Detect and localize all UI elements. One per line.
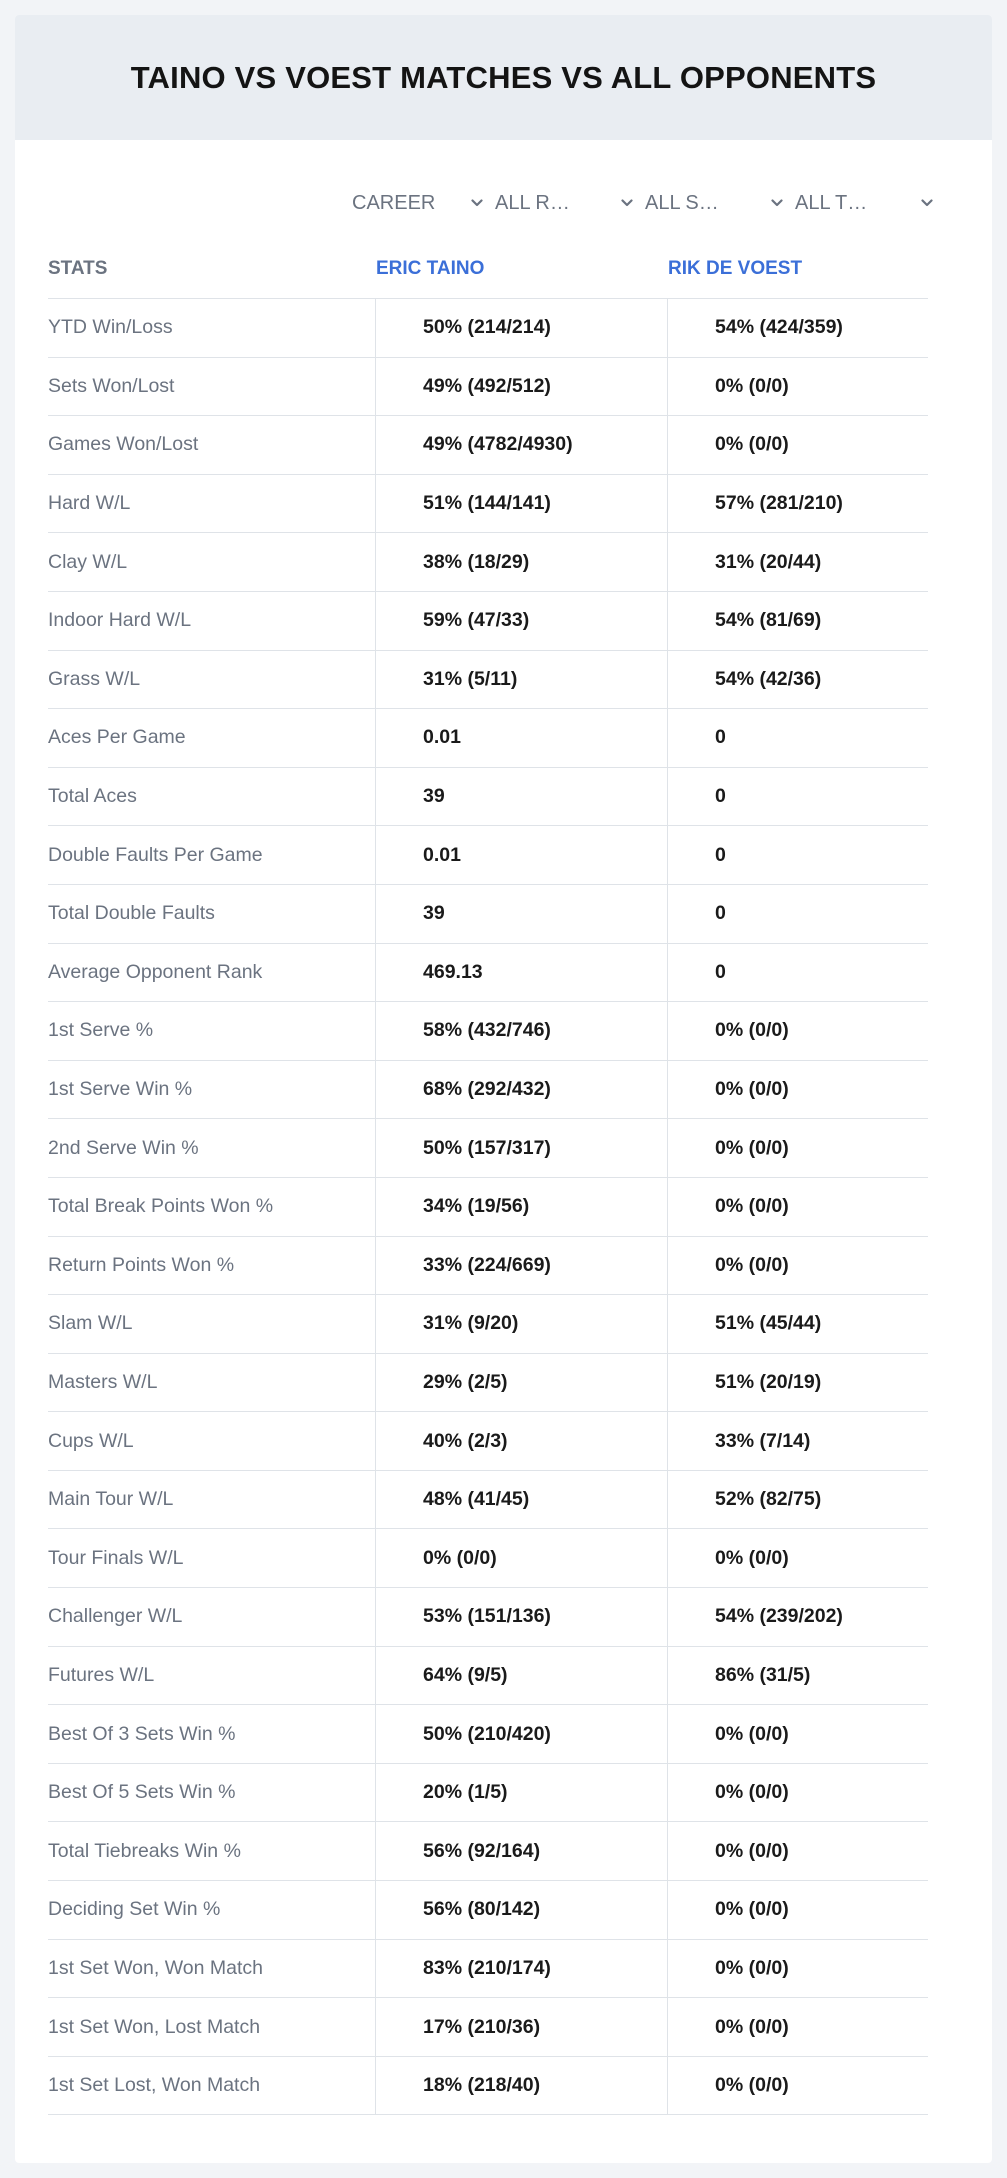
- player1-value-cell: 31% (9/20): [375, 1295, 667, 1353]
- table-row: [48, 1705, 928, 1764]
- stats-table-body: [48, 299, 928, 2115]
- table-row: [48, 1237, 928, 1296]
- player2-value-cell: 51% (20/19): [667, 1354, 928, 1412]
- filter-round-dropdown[interactable]: [495, 175, 645, 231]
- stat-name-cell: YTD Win/Loss: [48, 316, 173, 339]
- player1-value-cell: 68% (292/432): [375, 1061, 667, 1119]
- player2-value-cell: 0% (0/0): [667, 1529, 928, 1587]
- stat-name-cell: Sets Won/Lost: [48, 374, 175, 397]
- player2-value-cell: 0% (0/0): [667, 1764, 928, 1822]
- stat-name-cell: Average Opponent Rank: [48, 960, 263, 983]
- stat-name-cell: 1st Set Won, Won Match: [48, 1956, 263, 1979]
- table-row: [48, 709, 928, 768]
- player1-value-cell: 51% (144/141): [375, 475, 667, 533]
- player2-value-cell: 86% (31/5): [667, 1647, 928, 1705]
- player2-value-cell: 0% (0/0): [667, 1705, 928, 1763]
- player1-value-cell: 39: [375, 885, 667, 943]
- stat-name-cell: Masters W/L: [48, 1370, 158, 1393]
- table-row: [48, 1471, 928, 1530]
- page-title: TAINO VS VOEST MATCHES VS ALL OPPONENTS: [130, 59, 877, 95]
- table-row: [48, 592, 928, 651]
- player1-value-cell: 0.01: [375, 826, 667, 884]
- player2-value-cell: 54% (424/359): [667, 299, 928, 357]
- player1-value-cell: 50% (210/420): [375, 1705, 667, 1763]
- chevron-down-icon: [621, 197, 633, 209]
- stat-name-cell: Double Faults Per Game: [48, 843, 263, 866]
- stat-name-cell: 2nd Serve Win %: [48, 1136, 199, 1159]
- filter-label: ALL T…: [795, 191, 868, 214]
- player1-value-cell: 58% (432/746): [375, 1002, 667, 1060]
- table-row: [48, 299, 928, 358]
- player2-value-cell: 0% (0/0): [667, 1822, 928, 1880]
- player2-value-cell: 0: [667, 709, 928, 767]
- table-row: [48, 1178, 928, 1237]
- table-header: [48, 236, 928, 299]
- stat-name-cell: Total Tiebreaks Win %: [48, 1839, 241, 1862]
- player1-link[interactable]: ERIC TAINO: [376, 258, 485, 279]
- stat-name-cell: Challenger W/L: [48, 1605, 183, 1628]
- player1-value-cell: 56% (80/142): [375, 1881, 667, 1939]
- player1-value-cell: 20% (1/5): [375, 1764, 667, 1822]
- player1-value-cell: 39: [375, 768, 667, 826]
- table-row: [48, 2057, 928, 2116]
- player2-value-cell: 0% (0/0): [667, 1178, 928, 1236]
- player1-value-cell: 33% (224/669): [375, 1237, 667, 1295]
- player1-value-cell: 48% (41/45): [375, 1471, 667, 1529]
- player2-value-cell: 0% (0/0): [667, 1881, 928, 1939]
- player1-value-cell: 38% (18/29): [375, 533, 667, 591]
- stat-name-cell: 1st Serve %: [48, 1019, 154, 1042]
- filter-tournament-dropdown[interactable]: [795, 175, 945, 231]
- table-row: [48, 1354, 928, 1413]
- chevron-down-icon: [921, 197, 933, 209]
- player2-value-cell: 0% (0/0): [667, 1002, 928, 1060]
- player1-value-cell: 50% (214/214): [375, 299, 667, 357]
- stat-name-cell: 1st Serve Win %: [48, 1078, 193, 1101]
- table-row: [48, 826, 928, 885]
- player2-value-cell: 57% (281/210): [667, 475, 928, 533]
- stat-name-cell: Futures W/L: [48, 1663, 155, 1686]
- player2-value-cell: 0% (0/0): [667, 1237, 928, 1295]
- player1-value-cell: 50% (157/317): [375, 1119, 667, 1177]
- chevron-down-icon: [471, 197, 483, 209]
- player1-value-cell: 56% (92/164): [375, 1822, 667, 1880]
- table-row: [48, 1881, 928, 1940]
- table-row: [48, 1529, 928, 1588]
- stats-column-header: STATS: [48, 258, 108, 279]
- player1-value-cell: 64% (9/5): [375, 1647, 667, 1705]
- player1-value-cell: 49% (4782/4930): [375, 416, 667, 474]
- stat-name-cell: Hard W/L: [48, 492, 131, 515]
- player2-value-cell: 0: [667, 885, 928, 943]
- player2-link[interactable]: RIK DE VOEST: [668, 258, 803, 279]
- player2-value-cell: 0% (0/0): [667, 2057, 928, 2115]
- player2-value-cell: 0% (0/0): [667, 416, 928, 474]
- stat-name-cell: Total Double Faults: [48, 902, 215, 925]
- table-row: [48, 1764, 928, 1823]
- table-row: [48, 1998, 928, 2057]
- stat-name-cell: Total Break Points Won %: [48, 1195, 274, 1218]
- table-row: [48, 533, 928, 592]
- filter-surface-dropdown[interactable]: [645, 175, 795, 231]
- table-row: [48, 475, 928, 534]
- player2-value-cell: 0% (0/0): [667, 1940, 928, 1998]
- filter-period-dropdown[interactable]: [352, 175, 495, 231]
- player2-value-cell: 52% (82/75): [667, 1471, 928, 1529]
- player2-value-cell: 0: [667, 768, 928, 826]
- stat-name-cell: Main Tour W/L: [48, 1488, 174, 1511]
- player1-value-cell: 31% (5/11): [375, 651, 667, 709]
- player2-value-cell: 54% (42/36): [667, 651, 928, 709]
- table-row: [48, 1061, 928, 1120]
- chevron-down-icon: [771, 197, 783, 209]
- player1-value-cell: 40% (2/3): [375, 1412, 667, 1470]
- player2-value-cell: 54% (239/202): [667, 1588, 928, 1646]
- stat-name-cell: Total Aces: [48, 785, 137, 808]
- table-row: [48, 416, 928, 475]
- player2-value-cell: 0: [667, 944, 928, 1002]
- table-row: [48, 1002, 928, 1061]
- stat-name-cell: Games Won/Lost: [48, 433, 199, 456]
- player1-value-cell: 17% (210/36): [375, 1998, 667, 2056]
- table-row: [48, 358, 928, 417]
- table-row: [48, 1940, 928, 1999]
- table-row: [48, 1119, 928, 1178]
- stat-name-cell: Tour Finals W/L: [48, 1546, 184, 1569]
- filter-label: ALL R…: [495, 191, 570, 214]
- player1-value-cell: 83% (210/174): [375, 1940, 667, 1998]
- table-row: [48, 1647, 928, 1706]
- stat-name-cell: Best Of 3 Sets Win %: [48, 1722, 236, 1745]
- player1-value-cell: 49% (492/512): [375, 358, 667, 416]
- table-row: [48, 944, 928, 1003]
- table-row: [48, 1822, 928, 1881]
- player1-value-cell: 0% (0/0): [375, 1529, 667, 1587]
- player1-value-cell: 0.01: [375, 709, 667, 767]
- stat-name-cell: Aces Per Game: [48, 726, 186, 749]
- player2-value-cell: 0% (0/0): [667, 1119, 928, 1177]
- player2-value-cell: 54% (81/69): [667, 592, 928, 650]
- stat-name-cell: 1st Set Won, Lost Match: [48, 2015, 261, 2038]
- player1-value-cell: 53% (151/136): [375, 1588, 667, 1646]
- stat-name-cell: Slam W/L: [48, 1312, 133, 1335]
- player1-value-cell: 29% (2/5): [375, 1354, 667, 1412]
- stat-name-cell: Clay W/L: [48, 550, 128, 573]
- table-row: [48, 1295, 928, 1354]
- player2-value-cell: 0% (0/0): [667, 1061, 928, 1119]
- player1-value-cell: 34% (19/56): [375, 1178, 667, 1236]
- stat-name-cell: 1st Set Lost, Won Match: [48, 2074, 261, 2097]
- player2-value-cell: 0% (0/0): [667, 358, 928, 416]
- stat-name-cell: Deciding Set Win %: [48, 1898, 221, 1921]
- stat-name-cell: Indoor Hard W/L: [48, 609, 192, 632]
- card-header: [15, 15, 992, 140]
- player2-value-cell: 0% (0/0): [667, 1998, 928, 2056]
- table-row: [48, 1412, 928, 1471]
- player1-value-cell: 469.13: [375, 944, 667, 1002]
- player1-value-cell: 59% (47/33): [375, 592, 667, 650]
- stat-name-cell: Return Points Won %: [48, 1253, 235, 1276]
- table-row: [48, 885, 928, 944]
- filter-label: CAREER: [352, 191, 436, 214]
- player2-value-cell: 0: [667, 826, 928, 884]
- player2-value-cell: 31% (20/44): [667, 533, 928, 591]
- stat-name-cell: Best Of 5 Sets Win %: [48, 1781, 236, 1804]
- player1-value-cell: 18% (218/40): [375, 2057, 667, 2115]
- table-row: [48, 651, 928, 710]
- table-row: [48, 768, 928, 827]
- player2-value-cell: 51% (45/44): [667, 1295, 928, 1353]
- table-row: [48, 1588, 928, 1647]
- player2-value-cell: 33% (7/14): [667, 1412, 928, 1470]
- filter-bar: [352, 175, 945, 231]
- filter-label: ALL S…: [645, 191, 719, 214]
- stat-name-cell: Grass W/L: [48, 667, 141, 690]
- stat-name-cell: Cups W/L: [48, 1429, 134, 1452]
